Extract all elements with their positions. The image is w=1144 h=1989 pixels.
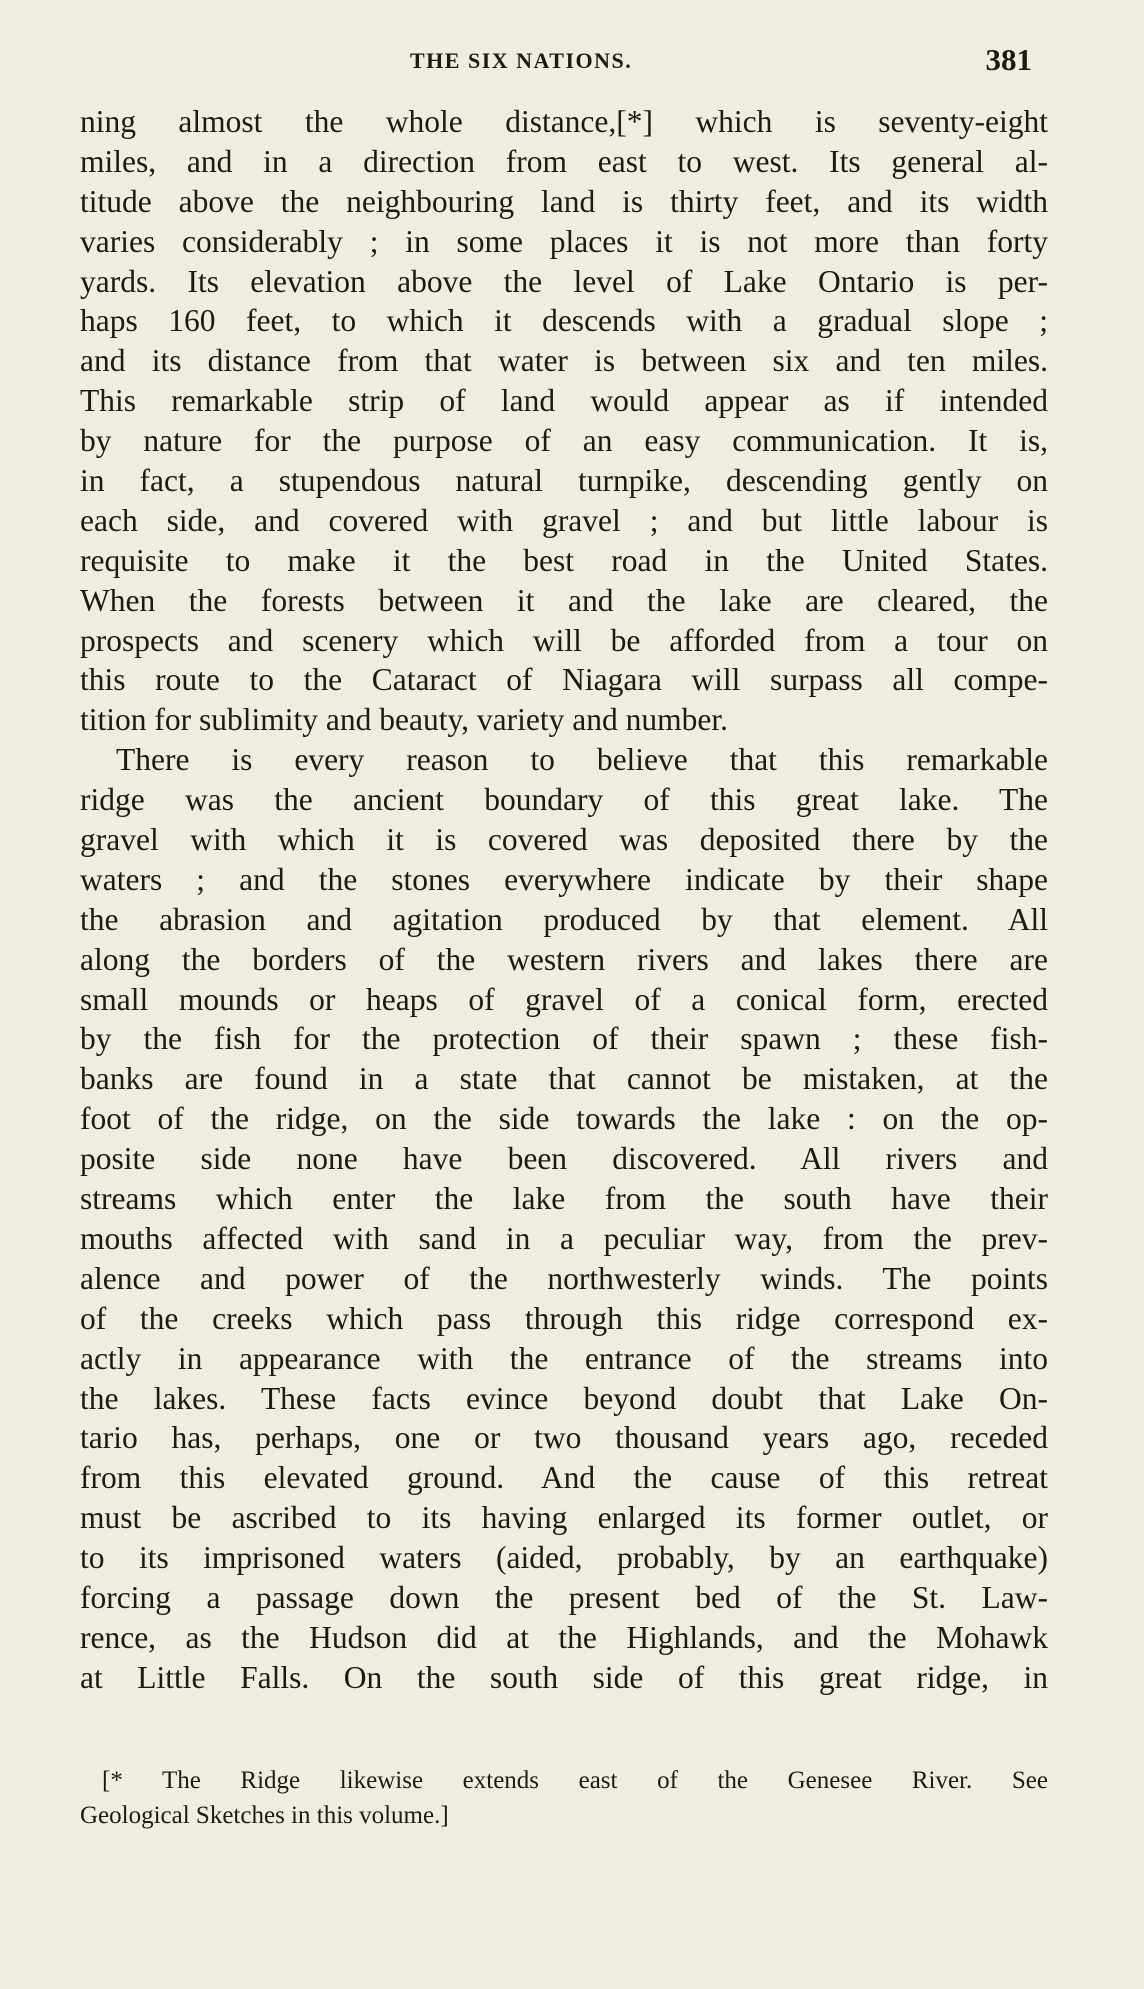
body-line: posite side none have been discovered. All rivers and — [80, 1141, 1048, 1177]
body-line: the abrasion and agitation produced by that element. All — [80, 901, 1048, 937]
body-line: requisite to make it the best road in the United States. — [80, 542, 1048, 578]
footnote — [80, 1763, 1048, 1833]
running-title: THE SIX NATIONS. — [410, 48, 633, 73]
body-line: tition for sublimity and beauty, variety and number. — [80, 702, 728, 738]
body-line: This remarkable strip of land would appear as if intended — [80, 383, 1048, 419]
body-line: actly in appearance with the entrance of the streams into — [80, 1340, 1048, 1376]
body-line: and its distance from that water is between six and ten miles. — [80, 343, 1048, 379]
page-number: 381 — [985, 42, 1032, 77]
body-line: alence and power of the northwesterly winds. The points — [80, 1260, 1048, 1296]
footnote-line: [* The Ridge likewise extends east of the Genesee River. See — [102, 1767, 1048, 1794]
body-line: small mounds or heaps of gravel of a conical form, erected — [80, 981, 1048, 1017]
body-line: tario has, perhaps, one or two thousand years ago, receded — [80, 1420, 1048, 1456]
body-line: miles, and in a direction from east to west. Its general al- — [80, 143, 1048, 179]
body-line: yards. Its elevation above the level of Lake Ontario is per- — [80, 263, 1048, 299]
body-line: to its imprisoned waters (aided, probably, by an earthquake) — [80, 1540, 1048, 1576]
body-line: ning almost the whole distance,[*] which is seventy-eight — [80, 104, 1048, 139]
body-line: each side, and covered with gravel ; and but little labour is — [80, 502, 1048, 538]
body-line: of the creeks which pass through this ridge correspond ex- — [80, 1300, 1048, 1336]
body-line: must be ascribed to its having enlarged its former outlet, or — [80, 1500, 1048, 1536]
body-line: streams which enter the lake from the south have their — [80, 1181, 1048, 1217]
body-line: by the fish for the protection of their spawn ; these fish- — [80, 1021, 1048, 1057]
body-line: mouths affected with sand in a peculiar way, from the prev- — [80, 1220, 1048, 1256]
body-line: at Little Falls. On the south side of this great ridge, in — [80, 1659, 1048, 1695]
body-line: varies considerably ; in some places it is not more than forty — [80, 223, 1048, 259]
body-line: There is every reason to believe that this remarkable — [116, 742, 1048, 778]
body-line: along the borders of the western rivers and lakes there are — [80, 941, 1048, 977]
body-line: ridge was the ancient boundary of this great lake. The — [80, 782, 1048, 818]
body-line: When the forests between it and the lake are cleared, the — [80, 582, 1048, 618]
body-line: haps 160 feet, to which it descends with a gradual slope ; — [80, 303, 1048, 339]
body-line: waters ; and the stones everywhere indicate by their shape — [80, 861, 1048, 897]
running-head — [80, 42, 1040, 82]
body-line: from this elevated ground. And the cause of this retreat — [80, 1460, 1048, 1496]
body-line: foot of the ridge, on the side towards the lake : on the op- — [80, 1101, 1048, 1137]
body-line: in fact, a stupendous natural turnpike, descending gently on — [80, 463, 1048, 499]
body-line: prospects and scenery which will be afforded from a tour on — [80, 622, 1048, 658]
body-line: gravel with which it is covered was deposited there by the — [80, 822, 1048, 858]
body-line: rence, as the Hudson did at the Highlands, and the Mohawk — [80, 1619, 1048, 1655]
body-line: titude above the neighbouring land is thirty feet, and its width — [80, 183, 1048, 219]
body-line: by nature for the purpose of an easy communication. It is, — [80, 423, 1048, 459]
body-line: forcing a passage down the present bed of the St. Law- — [80, 1579, 1048, 1615]
body-line: the lakes. These facts evince beyond doubt that Lake On- — [80, 1380, 1048, 1416]
body-line: this route to the Cataract of Niagara will surpass all compe- — [80, 662, 1048, 698]
body-text — [80, 102, 1048, 1698]
body-line: banks are found in a state that cannot be mistaken, at the — [80, 1061, 1048, 1097]
footnote-line: Geological Sketches in this volume.] — [80, 1802, 449, 1829]
